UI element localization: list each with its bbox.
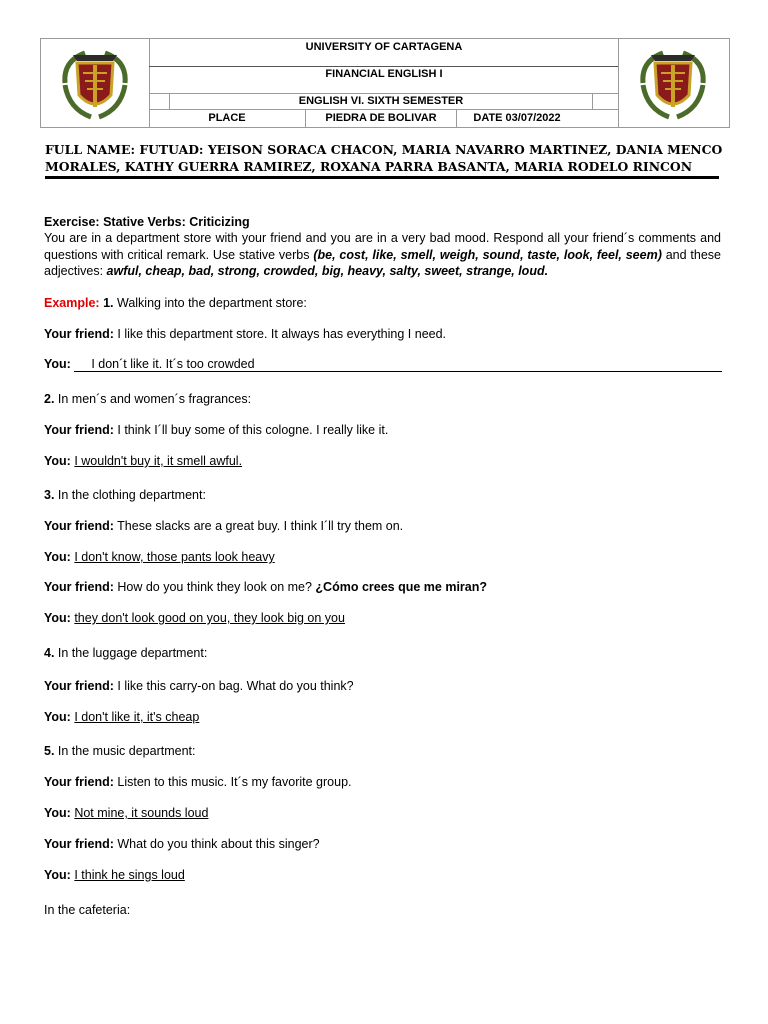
friend-label: Your friend:	[44, 423, 114, 437]
friend-text: Listen to this music. It´s my favorite group.	[113, 775, 352, 789]
item-2-friend	[44, 422, 388, 438]
answer-text: I don't like it, it's cheap	[74, 710, 200, 724]
friend-text: I think I´ll buy some of this cologne. I really like it.	[113, 423, 389, 437]
divider-rule	[45, 176, 719, 179]
scene-text: Walking into the department store:	[113, 296, 307, 310]
friend-text: I like this department store. It always has everything I need.	[113, 327, 447, 341]
level-text: ENGLISH VI. SIXTH SEMESTER	[169, 94, 593, 109]
university-crest-right	[618, 39, 729, 127]
item-number: 4.	[44, 646, 55, 660]
item-5-scene	[44, 743, 195, 759]
friend-text: How do you think they look on me?	[113, 580, 316, 594]
item-3-scene	[44, 487, 206, 503]
item-1-friend	[44, 326, 446, 342]
item-number: 2.	[44, 392, 55, 406]
item-5-you-2	[44, 867, 185, 883]
item-3-you-2	[44, 610, 345, 626]
friend-label: Your friend:	[44, 519, 114, 533]
item-number: 3.	[44, 488, 55, 502]
item-3-friend-2	[44, 579, 487, 595]
friend-label: Your friend:	[44, 775, 114, 789]
item-3-you	[44, 549, 275, 565]
item-2-you	[44, 453, 242, 469]
friend-label: Your friend:	[44, 837, 114, 851]
you-label: You:	[44, 454, 71, 468]
you-label: You:	[44, 550, 71, 564]
adjectives-list: awful, cheap, bad, strong, crowded, big, heavy, salty, sweet, strange, loud.	[106, 264, 549, 278]
friend-text: I like this carry-on bag. What do you think?	[113, 679, 354, 693]
you-label: You:	[44, 868, 71, 882]
item-number: 5.	[44, 744, 55, 758]
item-5-you	[44, 805, 208, 821]
friend-text: These slacks are a great buy. I think I´ll try them on.	[113, 519, 404, 533]
item-1-you	[44, 356, 722, 372]
exercise-title: Exercise: Stative Verbs: Criticizing	[44, 215, 250, 229]
scene-text: In the music department:	[54, 744, 196, 758]
answer-text: Not mine, it sounds loud	[74, 806, 209, 820]
friend-text: What do you think about this singer?	[113, 837, 320, 851]
friend-text-spanish: ¿Cómo crees que me miran?	[315, 580, 487, 594]
you-label: You:	[44, 806, 71, 820]
student-names: FULL NAME: FUTUAD: YEISON SORACA CHACON, MARIA NAVARRO MARTINEZ, DANIA MENCO MORALES, KATHY GUERRA RAMIREZ, ROXANA PARRA BASANTA, MARIA RODELO RINCON	[45, 142, 723, 174]
exercise-instructions	[44, 230, 721, 280]
stative-verbs-list: (be, cost, like, smell, weigh, sound, taste, look, feel, seem)	[313, 247, 662, 262]
place-value: PIEDRA DE BOLIVAR	[305, 110, 456, 127]
you-label: You:	[44, 357, 71, 371]
you-label: You:	[44, 611, 71, 625]
cafeteria-scene: In the cafeteria:	[44, 903, 131, 917]
you-label: You:	[44, 710, 71, 724]
item-4-you	[44, 709, 199, 725]
friend-label: Your friend:	[44, 327, 114, 341]
answer-text: I think he sings loud	[74, 868, 185, 882]
item-5-friend	[44, 774, 352, 790]
item-1-scene	[44, 295, 307, 311]
place-date-row	[149, 109, 619, 127]
instructions-text-1: You are in a department store with your friend and you are in a very bad mood. Respond all your friend´s comments and questions with critical remark. Use stative verbs	[44, 231, 721, 262]
answer-text: I don´t like it. It´s too crowded	[74, 357, 722, 372]
item-number: 1.	[103, 296, 114, 310]
item-5-friend-2	[44, 836, 320, 852]
example-label: Example:	[44, 296, 100, 310]
item-3-friend	[44, 518, 403, 534]
item-4-friend	[44, 678, 354, 694]
place-label: PLACE	[208, 112, 246, 124]
header-table	[40, 38, 730, 128]
answer-text: they don't look good on you, they look big on you	[74, 611, 345, 625]
header-title-block	[149, 39, 619, 127]
scene-text: In the clothing department:	[54, 488, 206, 502]
item-2-scene	[44, 391, 251, 407]
university-crest-left	[41, 39, 150, 127]
crest-left-icon	[55, 43, 135, 123]
level-row	[149, 93, 619, 110]
answer-text: I wouldn't buy it, it smell awful.	[74, 454, 243, 468]
friend-label: Your friend:	[44, 679, 114, 693]
date-value: DATE 03/07/2022	[456, 110, 577, 127]
friend-label: Your friend:	[44, 580, 114, 594]
university-name: UNIVERSITY OF CARTAGENA	[305, 41, 463, 53]
course-name: FINANCIAL ENGLISH I	[149, 66, 619, 92]
answer-text: I don't know, those pants look heavy	[74, 550, 275, 564]
scene-text: In men´s and women´s fragrances:	[54, 392, 252, 406]
item-4-scene	[44, 645, 207, 661]
instructions-text-2: and these adjectives:	[44, 247, 721, 278]
crest-right-icon	[633, 43, 713, 123]
scene-text: In the luggage department:	[54, 646, 208, 660]
